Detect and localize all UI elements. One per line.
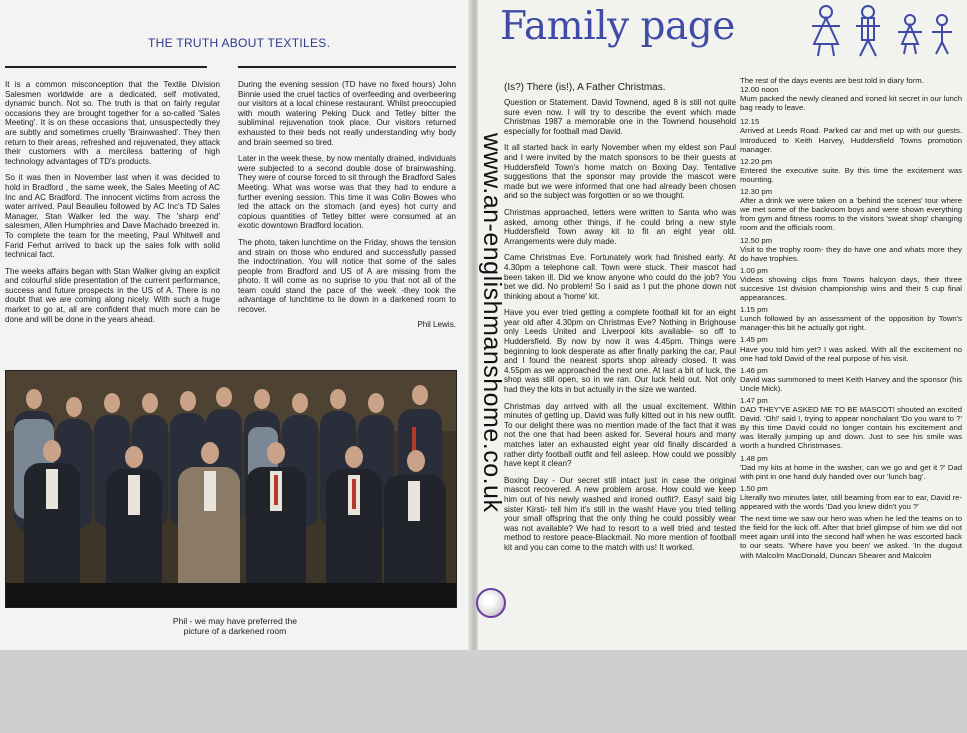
diary-entry: Lunch followed by an assessment of the opposition by Town's manager-this bit he actually got right. xyxy=(740,314,962,333)
caption-line: picture of a darkened room xyxy=(183,626,287,636)
story-paragraph: Boxing Day - Our secret still intact just in case the original mascot recovered. A new problem arose. How could we keep him out of his newly washed and ironed outfit?. Easy! said big sister Kirsti- tell him it's still in the wash! Have you tried telling your small offspring that the only thing he could possibly wear was not available? We had to resort to a well tried and tested method to restore peace-Blackmail. No more mention of football kit and you can come to the match with us! It worked. xyxy=(504,475,736,552)
article-paragraph: The weeks affairs began with Stan Walker giving an explicit and colourful slide presentation of the current performance, success and future prospects in the US of A. There is no doubt that we are coming along nicely. With such a huge market to go at, all are confident that much more can be done and will be done in the years ahead. xyxy=(5,266,220,324)
diary-entry: Literally two minutes later, still beaming from ear to ear, David re-appeared with the words 'Dad you knew didn't you ?' xyxy=(740,492,962,512)
diary-time: 1.15 pm xyxy=(740,305,768,315)
story-paragraph: Christmas approached, letters were written to Santa who was asked, among other things, if he could bring a new style Huddersfield Town away kit to fit an eight year old. Arrangements were duly made. xyxy=(504,207,736,246)
article-paragraph: During the evening session (TD have no fixed hours) John Binnie used the cruel tactics of overfeeding and overbeering our visitors at a local chinese restaurant. Whilst preoccupied with mouth watering Peking Duck and Tetley bitter the subliminal rejuvenation took place. Our visitors returned exhausted to their beds not really understanding why body and brain seemed so tired. xyxy=(238,80,456,147)
diary-time: 1.48 pm xyxy=(740,453,768,463)
column-rule xyxy=(238,66,456,68)
diary-time: 1.47 pm xyxy=(740,396,768,405)
diary-entry: After a drink we were taken on a 'behind the scenes' tour where we met some of the backroom boys and were shown everything from gym and fitness rooms to the visitors 'sweat shop' changing room and the officials room. xyxy=(740,196,962,233)
right-column-2 xyxy=(740,76,962,560)
article-paragraph: The photo, taken lunchtime on the Friday, shows the tension and strain on those who endured and successfully passed the indoctrination. You will notice that some of the sales people from Bradford and US of A are missing from the photo. It will come as no suprise to you that not all of the team could stand the pace of the week -they took the advantage of lunchtime to lie down in a darkened room to recover. xyxy=(238,237,456,315)
story-heading: (Is?) There (is!), A Father Christmas. xyxy=(504,82,666,93)
diary-entry: Visit to the trophy room- they do have one and whats more they do have trophies. xyxy=(740,244,962,263)
diary-entry: Mum packed the newly cleaned and ironed kit secret in our lunch bag ready to leave. xyxy=(740,94,962,113)
diary-time: 1.00 pm xyxy=(740,265,768,275)
diary-entry: Arrived at Leeds Road. Parked car and met up with our guests. Introduced to Keith Harvey, Huddersfield Towns promotion manager. xyxy=(740,126,962,154)
story-paragraph: Came Christmas Eve. Fortunately work had finished early. At 4.30pm a telephone call. Town were stuck. Their mascot had been taken ill. Did we know anyone who could do the job? You bet we did. No problem! So I said as I put the phone down not thinking about a 'home' kit. xyxy=(504,253,736,301)
diary-entry: DAD THEY'VE ASKED ME TO BE MASCOT! shouted an excited David. 'Oh!' said I, trying to appear nonchalant 'Do you want to ?' By this time David could no longer contain his excitement and was literally jumping up and down. Just to see his smile was worth a hundred Christmases. xyxy=(740,405,962,451)
right-column-1 xyxy=(504,82,736,560)
story-paragraph: Question or Statement. David Townend, aged 8 is still not quite sure even now. I will try to describe the event which made Christmas 1987 a memorable one in the Townend household especially for football mad David. xyxy=(504,98,736,136)
left-page xyxy=(0,0,470,650)
diary-time: 12.15 xyxy=(740,117,760,127)
diary-entry: Entered the executive suite. By this time the excitement was mounting. xyxy=(740,165,962,184)
diary-time: 12.20 pm xyxy=(740,156,773,166)
left-column-1 xyxy=(5,80,220,331)
article-paragraph: It is a common misconception that the Textile Division Salesmen worldwide are a dedicated, self motivated, dynamic bunch. Not so. The truth is that on fairly regular occasions they are brought together for a so-called 'Sales Meeting'. It is on these occasions that, unsuspectedly they are subtly and sometimes cruelly 'Brainwashed'. They then return to their areas, refreshed and rejuvenated, they attack their customers with a merciless battering of high technology advantages of TD's products. xyxy=(5,80,220,166)
diary-entry: Have you told him yet? I was asked. With all the excitement no one had told David of the real purpose of his visit. xyxy=(740,344,962,363)
story-paragraph: It all started back in early November when my eldest son Paul and I were invited by the match sponsors to be their guests at Huddersfield Town's home match on Boxing Day. Tentative suggestions that the sponsor may provide the mascot were made but we were informed that one had already been chosen and so the subject was forgotten or so we thought. xyxy=(504,143,736,201)
diary-time: 1.45 pm xyxy=(740,335,768,345)
article-paragraph: So it was then in November last when it was decided to hold in Bradford , the same week, the Sales Meeting of AC Inc and AC Bradford. The innocent victims from across the water arrived. Paul Beaulieu followed by AC Inc's TD Sales Manager, Stan Walker led the way. The 'sharp end' salesmen, Allen Humphries and Dave Machado breezed in. To complete the team for the meeting, Paul Whitwell and Farid Ferhut arrived to back up the sales folk with solid technical fact. xyxy=(5,173,220,260)
diary-time: 1.50 pm xyxy=(740,483,768,493)
author-signature: Phil Lewis. xyxy=(417,319,456,329)
right-page xyxy=(478,0,967,650)
diary-entry: Videos showing clips from Towns halcyon days, their three succesive 1st division championship wins and their 5 cup final appearances. xyxy=(740,274,962,303)
story-paragraph: Have you ever tried getting a complete football kit for an eight year old after 4.30pm on Christmas Eve? Nothing in Brighouse only Leeds United and Liverpool kits available- so off to Huddersfield. By now by now it was 4.45pm. Things were beginning to look desperate as after finally parking the car, Paul and I found the nearest sports shop already closed. It was 4.55pm as we approached the next one. At last a bit of luck, the shop was still open, so in we ran. Our luck held out. Not only had they the kits in but actually in the size we wanted. xyxy=(504,308,736,395)
diary-intro: The rest of the days events are best told in diary form. xyxy=(740,76,924,85)
group-photo-illustration xyxy=(6,371,457,608)
left-page-title: THE TRUTH ABOUT TEXTILES. xyxy=(148,36,331,50)
website-watermark: www.an-englishmanshome.co.uk xyxy=(478,133,506,513)
family-page-title: Family page xyxy=(500,4,735,49)
diary-time: 12.50 pm xyxy=(740,235,773,245)
watermark-logo-icon xyxy=(476,588,506,618)
diary-time: 12.30 pm xyxy=(740,187,773,197)
diary-entry: The next time we saw our hero was when he led the teams on to the field for the kick off. After that brief glimpse of him we did not meet again until into the second half when he was escorted back to our seats. 'Where have you been' we asked. 'In the dugout with Malcolm MacDonald, Duncan Shearer and Malcolm xyxy=(740,514,962,560)
photo-caption xyxy=(140,616,330,636)
watermark-container xyxy=(476,133,508,613)
diary-entry: 'Dad my kits at home in the washer, can we go and get it ?' Dad with pint in one hand duly handed over our 'lunch bag'. xyxy=(740,462,962,481)
children-figures-icon xyxy=(808,4,958,60)
caption-line: Phil - we may have preferred the xyxy=(172,616,298,626)
left-column-2 xyxy=(238,80,456,329)
diary-time: 12.00 noon xyxy=(740,85,779,95)
article-paragraph: Later in the week these, by now mentally drained, individuals were subjected to a second double dose of brainwashing. They were of course forced to sit through the Bradford Sales Meeting. What was worse was that they had to endure a further evening session. This time it was Colin Bowes who led the attack on the stomach (and eyes) hot curry and copious quantities of Tetley bitter were consumed at an exotic downtown Bradford location. xyxy=(238,154,456,231)
diary-time: 1.46 pm xyxy=(740,365,768,375)
story-paragraph: Christmas day arrived with all the usual excitement. Within minutes of getting up, David was fully kitted out in his new outfit. To our delight there was no mention made of the fact that it was not the one that had been asked for. Several hours and many matches later an exhausted eight year old finally discarded a rather dirty football outfit and fell asleep. How could we possibly have kept it clean? xyxy=(504,401,736,469)
diary-entry: David was summoned to meet Keith Harvey and the sponsor (his Uncle Mick). xyxy=(740,374,962,393)
group-photo xyxy=(5,370,457,608)
column-rule xyxy=(5,66,207,68)
